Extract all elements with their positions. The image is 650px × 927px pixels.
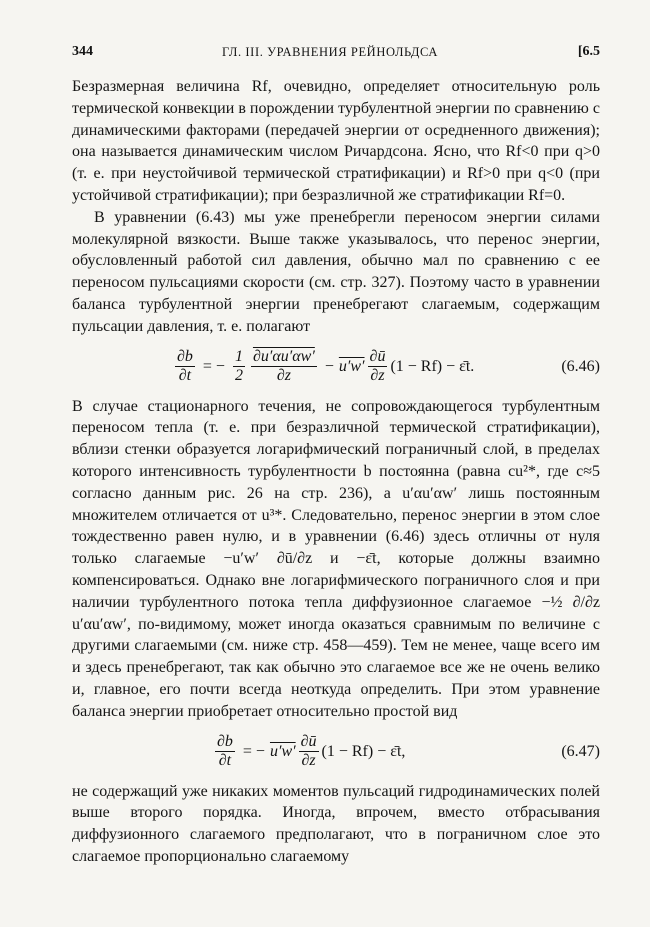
paragraph-log-layer: В случае стационарного течения, не сопровождающегося турбулентным переносом тепла (т. е. при безразличной термической стратификации), вблизи стенки образуется логарифмический пограничный слой, в пределах которого интенсивность турбулентности b постоянна (равна cu²*, где c≈5 согласно данным рис. 26 на стр. 236), а u′αu′αw′ лишь постоянным множителем отличается от u³*. Следовательно, перенос энергии в этом слое тождественно равен нулю, и в уравнении (6.46) здесь отличны от нуля только слагаемые −u′w′ ∂ū/∂z и −ε̄t, которые должны взаимно компенсироваться. Однако вне логарифмического пограничного слоя и при наличии турбулентного потока тепла диффузионное слагаемое −½ ∂/∂z u′αu′αw′, по-видимому, может иногда оказаться сравнимым по величине с другими слагаемыми (см. ниже стр. 458—459). Тем не менее, чаще всего им и здесь пренебрегают, так как обычно это слагаемое все же не очень велико и, главное, его почти всегда неоткуда определить. При этом уравнение баланса энергии приобретает относительно простой вид (72, 397, 600, 720)
eq646-equals: = − (202, 357, 225, 375)
paragraph-closing: не содержащий уже никаких моментов пульсаций гидродинамических полей выше второго порядка. Иногда, впрочем, вместо отбрасывания диффузионного слагаемого предполагают, что в пограничном слое это слагаемое пропорционально слагаемому (72, 782, 600, 865)
equation-6-46 (72, 342, 600, 392)
paragraph-richardson: Безразмерная величина Rf, очевидно, определяет относительную роль термической конвекции в порождении турбулентной энергии по сравнению с динамическими факторами (передачей энергии от осредненного движения); она называется динамическим числом Ричардсона. Ясно, что Rf<0 при q>0 (т. е. при неустойчивой термической стратификации) и Rf>0 при q<0 (при устойчивой стратификации); при безразличной же стратификации Rf=0. (72, 78, 600, 204)
page-number: 344 (72, 44, 93, 59)
eq646-tail: (1 − Rf) − ε̄t. (390, 357, 475, 375)
eq647-stress: u′w′ (269, 742, 296, 760)
eq647-gradient: $\frac{\partial ū}{\partial z}$ (300, 733, 317, 770)
running-header (72, 44, 600, 66)
eq646-stress: u′w′ (338, 357, 365, 375)
paragraph-pressure-neglect: В уравнении (6.43) мы уже пренебрегли переносом энергии силами молекулярной вязкости. Выше также указывалось, что перенос энергии, обусловленный работой сил давления, обычно мал по сравнению с ее переносом пульсациями скорости (см. стр. 327). Поэтому часто в уравнении баланса турбулентной энергии пренебрегают слагаемым, содержащим пульсации давления, т. е. полагают (72, 208, 600, 335)
eq646-lhs: $\frac{\partial b}{\partial t}$ (177, 348, 193, 385)
equation-number-6-47: (6.47) (561, 742, 600, 760)
body-text (72, 76, 600, 868)
eq646-gradient: $\frac{\partial ū}{\partial z}$ (369, 348, 386, 385)
equation-number-6-46: (6.46) (561, 357, 600, 375)
equation-6-47-body (212, 727, 405, 777)
section-number: [6.5 (577, 44, 600, 59)
equation-6-46-body (172, 342, 474, 392)
equation-6-47 (72, 727, 600, 777)
eq646-flux-term: $\frac{\partial u'\alpha u'\alpha w'}{\partial z}$ (252, 348, 315, 385)
running-title: ГЛ. III. УРАВНЕНИЯ РЕЙНОЛЬДСА (222, 45, 438, 59)
eq647-tail: (1 − Rf) − ε̄t, (321, 742, 406, 760)
eq646-minus: − (324, 357, 334, 375)
eq646-half: $\frac{1}{2}$ (234, 348, 243, 385)
eq647-lhs: $\frac{\partial b}{\partial t}$ (217, 733, 233, 770)
eq647-equals: = − (242, 742, 265, 760)
